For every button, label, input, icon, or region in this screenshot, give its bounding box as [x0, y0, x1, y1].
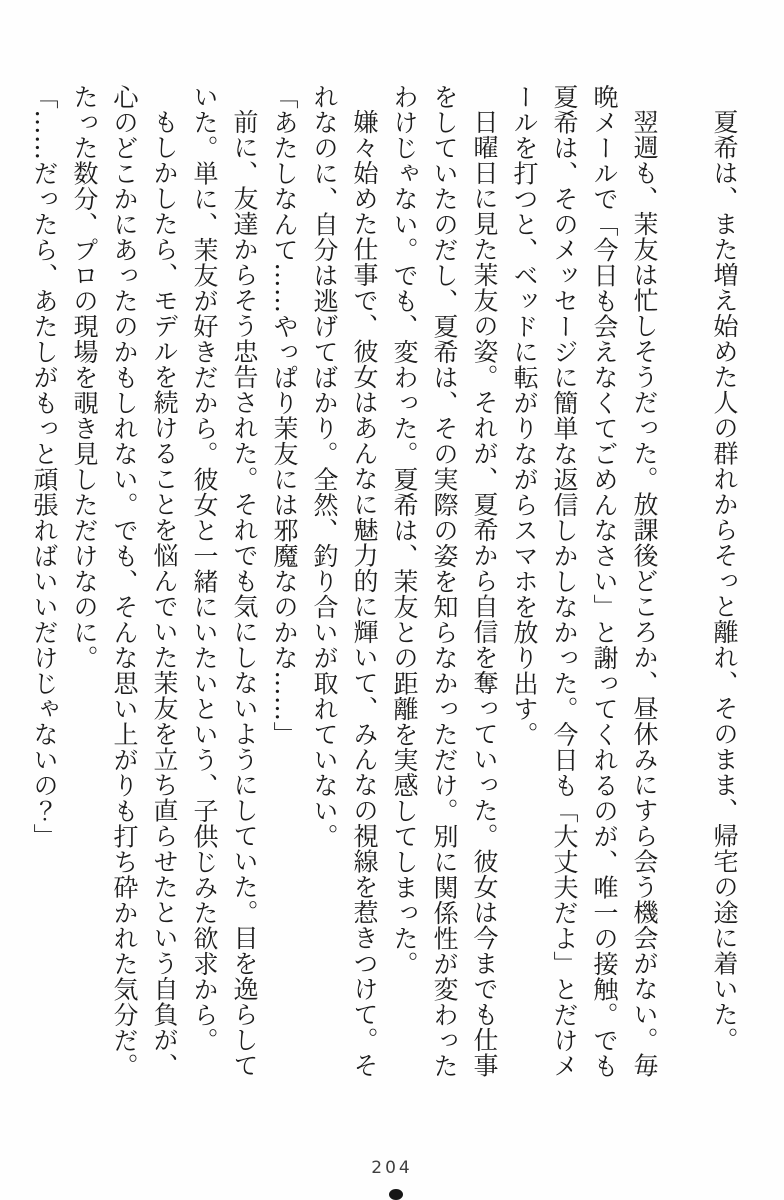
paragraph: 夏希は、また増え始めた人の群れからそっと離れ、そのまま、帰宅の途に着いた。 [710, 109, 739, 1053]
paragraph: 前に、友達からそう忠告された。それでも気にしないようにしていた。目を逸らしていた。単に、茉友が好きだから。彼女と一緒にいたいという、子供じみた欲求から。 [190, 84, 259, 1078]
paragraph: 翌週も、茉友は忙しそうだった。放課後どころか、昼休みにすら会う機会がない。毎晩メールで「今日も会えなくてごめんなさい」と謝ってくれるのが、唯一の接触。でも夏希は、そのメッセージに簡単な返信しかしなかった。今日も「大丈夫だよ」とだけメールを打つと、ベッドに転がりながらスマホを放り出す。 [510, 84, 659, 1079]
paragraph: 日曜日に見た茉友の姿。それが、夏希から自信を奪っていった。彼女は今までも仕事をしていたのだし、夏希は、その実際の姿を知らなかっただけ。別に関係性が変わったわけじゃない。でも、変わった。夏希は、茉友との距離を実感してしまった。 [390, 84, 499, 1079]
paragraph: 嫌々始めた仕事で、彼女はあんなに魅力的に輝いて、みんなの視線を惹きつけて。それなのに、自分は逃げてばかり。全然、釣り合いが取れていない。 [310, 84, 379, 1078]
paragraph: もしかしたら、モデルを続けることを悩んでいた茉友を立ち直らせたという自負が、心のどこかにあったのかもしれない。でも、そんな思い上がりも打ち砕かれた気分だ。たった数分、プロの現場を覗き見しただけなのに。 [70, 84, 179, 1079]
print-artifact-dot [389, 1189, 403, 1200]
page-number-value: 204 [371, 1158, 413, 1178]
paragraph: 「……だったら、あたしがもっと頑張ればいいだけじゃないの？」 [30, 84, 59, 849]
body-text [24, 84, 744, 1096]
page-number [0, 1158, 784, 1178]
paragraph: 「あたしなんて……やっぱり茉友には邪魔なのかな……」 [270, 84, 299, 747]
